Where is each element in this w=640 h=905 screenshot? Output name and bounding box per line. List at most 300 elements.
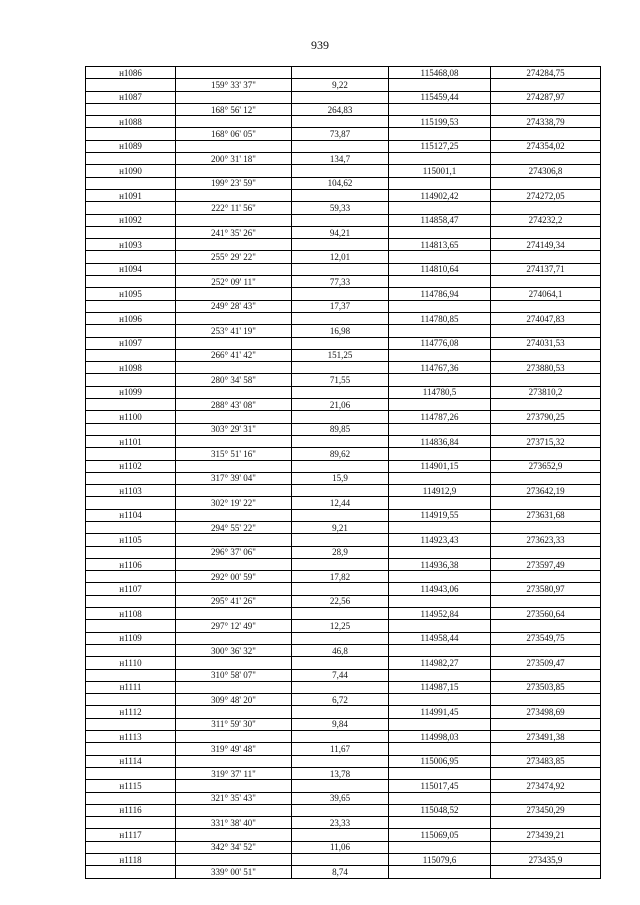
x-coordinate-cell: 114780,5 [389, 386, 491, 398]
point-name-cell: н1114 [86, 755, 176, 767]
x-coordinate-cell: 114958,44 [389, 632, 491, 644]
empty-cell [491, 571, 601, 583]
point-name-cell: н1088 [86, 116, 176, 128]
distance-cell: 22,56 [292, 595, 389, 607]
point-name-cell: н1094 [86, 263, 176, 275]
empty-cell [86, 743, 176, 755]
segment-row [86, 595, 601, 607]
y-coordinate-cell: 273880,53 [491, 362, 601, 374]
empty-cell [292, 411, 389, 423]
empty-cell [292, 67, 389, 79]
empty-cell [86, 79, 176, 91]
empty-cell [292, 657, 389, 669]
x-coordinate-cell: 115048,52 [389, 804, 491, 816]
distance-cell: 59,33 [292, 202, 389, 214]
point-name-cell: н1110 [86, 657, 176, 669]
y-coordinate-cell: 273509,47 [491, 657, 601, 669]
segment-row [86, 546, 601, 558]
empty-cell [86, 226, 176, 238]
direction-angle-cell: 222° 11' 56" [176, 202, 292, 214]
empty-cell [176, 706, 292, 718]
empty-cell [292, 337, 389, 349]
empty-cell [389, 177, 491, 189]
empty-cell [176, 386, 292, 398]
empty-cell [389, 374, 491, 386]
point-name-cell: н1087 [86, 91, 176, 103]
empty-cell [176, 829, 292, 841]
y-coordinate-cell: 273790,25 [491, 411, 601, 423]
empty-cell [292, 558, 389, 570]
point-row [86, 435, 601, 447]
empty-cell [389, 128, 491, 140]
empty-cell [389, 153, 491, 165]
empty-cell [491, 374, 601, 386]
distance-cell: 89,62 [292, 448, 389, 460]
empty-cell [176, 780, 292, 792]
empty-cell [176, 755, 292, 767]
x-coordinate-cell: 114813,65 [389, 239, 491, 251]
empty-cell [86, 399, 176, 411]
empty-cell [86, 177, 176, 189]
distance-cell: 12,44 [292, 497, 389, 509]
empty-cell [292, 804, 389, 816]
direction-angle-cell: 288° 43' 08" [176, 399, 292, 411]
empty-cell [292, 632, 389, 644]
empty-cell [86, 497, 176, 509]
empty-cell [176, 435, 292, 447]
point-name-cell: н1091 [86, 189, 176, 201]
point-name-cell: н1092 [86, 214, 176, 226]
x-coordinate-cell: 115459,44 [389, 91, 491, 103]
empty-cell [389, 202, 491, 214]
point-row [86, 731, 601, 743]
x-coordinate-cell: 114952,84 [389, 608, 491, 620]
empty-cell [176, 632, 292, 644]
point-row [86, 116, 601, 128]
empty-cell [86, 423, 176, 435]
empty-cell [491, 694, 601, 706]
point-name-cell: н1097 [86, 337, 176, 349]
y-coordinate-cell: 274284,75 [491, 67, 601, 79]
segment-row [86, 448, 601, 460]
segment-row [86, 620, 601, 632]
x-coordinate-cell: 114998,03 [389, 731, 491, 743]
segment-row [86, 792, 601, 804]
empty-cell [292, 288, 389, 300]
point-row [86, 263, 601, 275]
distance-cell: 12,25 [292, 620, 389, 632]
x-coordinate-cell: 115006,95 [389, 755, 491, 767]
segment-row [86, 718, 601, 730]
empty-cell [389, 644, 491, 656]
y-coordinate-cell: 274149,34 [491, 239, 601, 251]
point-row [86, 583, 601, 595]
empty-cell [389, 743, 491, 755]
empty-cell [491, 521, 601, 533]
direction-angle-cell: 331° 38' 40" [176, 817, 292, 829]
segment-row [86, 767, 601, 779]
empty-cell [86, 866, 176, 878]
empty-cell [176, 214, 292, 226]
point-row [86, 558, 601, 570]
empty-cell [176, 534, 292, 546]
point-name-cell: н1116 [86, 804, 176, 816]
empty-cell [389, 325, 491, 337]
distance-cell: 17,82 [292, 571, 389, 583]
empty-cell [389, 251, 491, 263]
point-row [86, 854, 601, 866]
x-coordinate-cell: 114923,43 [389, 534, 491, 546]
empty-cell [491, 202, 601, 214]
point-name-cell: н1107 [86, 583, 176, 595]
empty-cell [491, 718, 601, 730]
empty-cell [292, 189, 389, 201]
x-coordinate-cell: 114780,85 [389, 312, 491, 324]
empty-cell [176, 460, 292, 472]
y-coordinate-cell: 274047,83 [491, 312, 601, 324]
empty-cell [292, 509, 389, 521]
x-coordinate-cell: 114767,36 [389, 362, 491, 374]
empty-cell [86, 767, 176, 779]
point-row [86, 509, 601, 521]
point-row [86, 165, 601, 177]
direction-angle-cell: 168° 06' 05" [176, 128, 292, 140]
empty-cell [491, 251, 601, 263]
empty-cell [491, 103, 601, 115]
x-coordinate-cell: 115127,25 [389, 140, 491, 152]
segment-row [86, 226, 601, 238]
y-coordinate-cell: 273491,38 [491, 731, 601, 743]
empty-cell [292, 312, 389, 324]
empty-cell [86, 841, 176, 853]
segment-row [86, 866, 601, 878]
point-name-cell: н1095 [86, 288, 176, 300]
point-row [86, 239, 601, 251]
point-row [86, 534, 601, 546]
y-coordinate-cell: 274272,05 [491, 189, 601, 201]
distance-cell: 9,84 [292, 718, 389, 730]
y-coordinate-cell: 274338,79 [491, 116, 601, 128]
empty-cell [389, 595, 491, 607]
distance-cell: 21,06 [292, 399, 389, 411]
x-coordinate-cell: 114810,64 [389, 263, 491, 275]
empty-cell [292, 263, 389, 275]
x-coordinate-cell: 115069,05 [389, 829, 491, 841]
point-name-cell: н1093 [86, 239, 176, 251]
empty-cell [491, 399, 601, 411]
segment-row [86, 817, 601, 829]
empty-cell [491, 866, 601, 878]
segment-row [86, 374, 601, 386]
empty-cell [176, 509, 292, 521]
empty-cell [86, 300, 176, 312]
direction-angle-cell: 253° 41' 19" [176, 325, 292, 337]
direction-angle-cell: 159° 33' 37" [176, 79, 292, 91]
empty-cell [86, 103, 176, 115]
x-coordinate-cell: 114943,06 [389, 583, 491, 595]
empty-cell [292, 755, 389, 767]
direction-angle-cell: 199° 23' 59" [176, 177, 292, 189]
direction-angle-cell: 339° 00' 51" [176, 866, 292, 878]
empty-cell [491, 276, 601, 288]
distance-cell: 28,9 [292, 546, 389, 558]
point-row [86, 337, 601, 349]
point-row [86, 755, 601, 767]
empty-cell [491, 546, 601, 558]
empty-cell [176, 288, 292, 300]
y-coordinate-cell: 273580,97 [491, 583, 601, 595]
point-name-cell: н1096 [86, 312, 176, 324]
empty-cell [389, 546, 491, 558]
x-coordinate-cell: 114982,27 [389, 657, 491, 669]
empty-cell [389, 472, 491, 484]
empty-cell [389, 349, 491, 361]
empty-cell [292, 854, 389, 866]
direction-angle-cell: 252° 09' 11" [176, 276, 292, 288]
empty-cell [491, 423, 601, 435]
point-name-cell: н1103 [86, 485, 176, 497]
empty-cell [491, 177, 601, 189]
empty-cell [389, 718, 491, 730]
empty-cell [86, 251, 176, 263]
point-name-cell: н1102 [86, 460, 176, 472]
empty-cell [292, 731, 389, 743]
y-coordinate-cell: 273483,85 [491, 755, 601, 767]
point-row [86, 140, 601, 152]
empty-cell [176, 558, 292, 570]
empty-cell [389, 817, 491, 829]
x-coordinate-cell: 114919,55 [389, 509, 491, 521]
empty-cell [176, 140, 292, 152]
empty-cell [389, 521, 491, 533]
empty-cell [389, 448, 491, 460]
segment-row [86, 251, 601, 263]
x-coordinate-cell: 115017,45 [389, 780, 491, 792]
point-row [86, 829, 601, 841]
segment-row [86, 103, 601, 115]
y-coordinate-cell: 274232,2 [491, 214, 601, 226]
point-row [86, 460, 601, 472]
empty-cell [292, 386, 389, 398]
empty-cell [491, 300, 601, 312]
direction-angle-cell: 296° 37' 06" [176, 546, 292, 558]
empty-cell [389, 694, 491, 706]
direction-angle-cell: 303° 29' 31" [176, 423, 292, 435]
empty-cell [491, 595, 601, 607]
segment-row [86, 472, 601, 484]
y-coordinate-cell: 273435,9 [491, 854, 601, 866]
segment-row [86, 128, 601, 140]
empty-cell [491, 349, 601, 361]
point-name-cell: н1086 [86, 67, 176, 79]
direction-angle-cell: 300° 36' 32" [176, 644, 292, 656]
segment-row [86, 694, 601, 706]
empty-cell [389, 423, 491, 435]
empty-cell [176, 312, 292, 324]
distance-cell: 94,21 [292, 226, 389, 238]
x-coordinate-cell: 114901,15 [389, 460, 491, 472]
empty-cell [292, 91, 389, 103]
empty-cell [176, 263, 292, 275]
empty-cell [389, 399, 491, 411]
empty-cell [491, 325, 601, 337]
direction-angle-cell: 168° 56' 12" [176, 103, 292, 115]
x-coordinate-cell: 114836,84 [389, 435, 491, 447]
empty-cell [86, 718, 176, 730]
x-coordinate-cell: 114991,45 [389, 706, 491, 718]
empty-cell [491, 448, 601, 460]
segment-row [86, 177, 601, 189]
distance-cell: 9,21 [292, 521, 389, 533]
y-coordinate-cell: 273560,64 [491, 608, 601, 620]
point-name-cell: н1090 [86, 165, 176, 177]
empty-cell [292, 362, 389, 374]
empty-cell [491, 153, 601, 165]
point-row [86, 706, 601, 718]
direction-angle-cell: 309° 48' 20" [176, 694, 292, 706]
y-coordinate-cell: 273549,75 [491, 632, 601, 644]
empty-cell [491, 817, 601, 829]
segment-row [86, 276, 601, 288]
direction-angle-cell: 294° 55' 22" [176, 521, 292, 533]
empty-cell [86, 595, 176, 607]
empty-cell [176, 681, 292, 693]
point-row [86, 411, 601, 423]
empty-cell [389, 669, 491, 681]
x-coordinate-cell: 114787,26 [389, 411, 491, 423]
distance-cell: 77,33 [292, 276, 389, 288]
point-name-cell: н1099 [86, 386, 176, 398]
point-row [86, 189, 601, 201]
empty-cell [389, 79, 491, 91]
empty-cell [86, 472, 176, 484]
coordinates-table-body [86, 67, 601, 879]
empty-cell [176, 485, 292, 497]
direction-angle-cell: 319° 37' 11" [176, 767, 292, 779]
direction-angle-cell: 266° 41' 42" [176, 349, 292, 361]
empty-cell [176, 854, 292, 866]
direction-angle-cell: 297° 12' 49" [176, 620, 292, 632]
empty-cell [292, 460, 389, 472]
segment-row [86, 325, 601, 337]
point-name-cell: н1098 [86, 362, 176, 374]
point-row [86, 608, 601, 620]
empty-cell [86, 325, 176, 337]
direction-angle-cell: 255° 29' 22" [176, 251, 292, 263]
page-number: 939 [311, 38, 329, 52]
x-coordinate-cell: 115468,08 [389, 67, 491, 79]
distance-cell: 134,7 [292, 153, 389, 165]
point-row [86, 780, 601, 792]
segment-row [86, 841, 601, 853]
x-coordinate-cell: 114912,9 [389, 485, 491, 497]
empty-cell [86, 644, 176, 656]
point-row [86, 214, 601, 226]
distance-cell: 6,72 [292, 694, 389, 706]
empty-cell [292, 485, 389, 497]
y-coordinate-cell: 273810,2 [491, 386, 601, 398]
distance-cell: 23,33 [292, 817, 389, 829]
empty-cell [292, 140, 389, 152]
point-name-cell: н1100 [86, 411, 176, 423]
y-coordinate-cell: 273597,49 [491, 558, 601, 570]
direction-angle-cell: 321° 35' 43" [176, 792, 292, 804]
y-coordinate-cell: 273715,32 [491, 435, 601, 447]
segment-row [86, 399, 601, 411]
empty-cell [86, 276, 176, 288]
empty-cell [389, 792, 491, 804]
x-coordinate-cell: 114786,94 [389, 288, 491, 300]
point-name-cell: н1108 [86, 608, 176, 620]
empty-cell [292, 435, 389, 447]
direction-angle-cell: 310° 58' 07" [176, 669, 292, 681]
direction-angle-cell: 342° 34' 52" [176, 841, 292, 853]
distance-cell: 151,25 [292, 349, 389, 361]
point-name-cell: н1113 [86, 731, 176, 743]
distance-cell: 17,37 [292, 300, 389, 312]
x-coordinate-cell: 114987,15 [389, 681, 491, 693]
point-name-cell: н1117 [86, 829, 176, 841]
x-coordinate-cell: 114776,08 [389, 337, 491, 349]
empty-cell [86, 448, 176, 460]
empty-cell [176, 91, 292, 103]
empty-cell [176, 583, 292, 595]
y-coordinate-cell: 274137,71 [491, 263, 601, 275]
empty-cell [491, 841, 601, 853]
empty-cell [292, 780, 389, 792]
x-coordinate-cell: 115001,1 [389, 165, 491, 177]
point-row [86, 386, 601, 398]
empty-cell [491, 497, 601, 509]
distance-cell: 71,55 [292, 374, 389, 386]
segment-row [86, 497, 601, 509]
empty-cell [86, 620, 176, 632]
segment-row [86, 153, 601, 165]
empty-cell [491, 128, 601, 140]
empty-cell [292, 239, 389, 251]
empty-cell [86, 153, 176, 165]
empty-cell [292, 165, 389, 177]
empty-cell [176, 731, 292, 743]
empty-cell [176, 411, 292, 423]
empty-cell [176, 362, 292, 374]
y-coordinate-cell: 273498,69 [491, 706, 601, 718]
segment-row [86, 79, 601, 91]
empty-cell [491, 767, 601, 779]
distance-cell: 104,62 [292, 177, 389, 189]
empty-cell [176, 189, 292, 201]
direction-angle-cell: 249° 28' 43" [176, 300, 292, 312]
point-name-cell: н1115 [86, 780, 176, 792]
segment-row [86, 669, 601, 681]
x-coordinate-cell: 115079,6 [389, 854, 491, 866]
empty-cell [176, 608, 292, 620]
point-name-cell: н1089 [86, 140, 176, 152]
empty-cell [292, 583, 389, 595]
direction-angle-cell: 315° 51' 16" [176, 448, 292, 460]
empty-cell [292, 534, 389, 546]
empty-cell [491, 620, 601, 632]
segment-row [86, 743, 601, 755]
point-name-cell: н1104 [86, 509, 176, 521]
empty-cell [292, 214, 389, 226]
empty-cell [292, 829, 389, 841]
y-coordinate-cell: 274354,02 [491, 140, 601, 152]
empty-cell [86, 521, 176, 533]
empty-cell [389, 276, 491, 288]
empty-cell [176, 116, 292, 128]
empty-cell [86, 669, 176, 681]
